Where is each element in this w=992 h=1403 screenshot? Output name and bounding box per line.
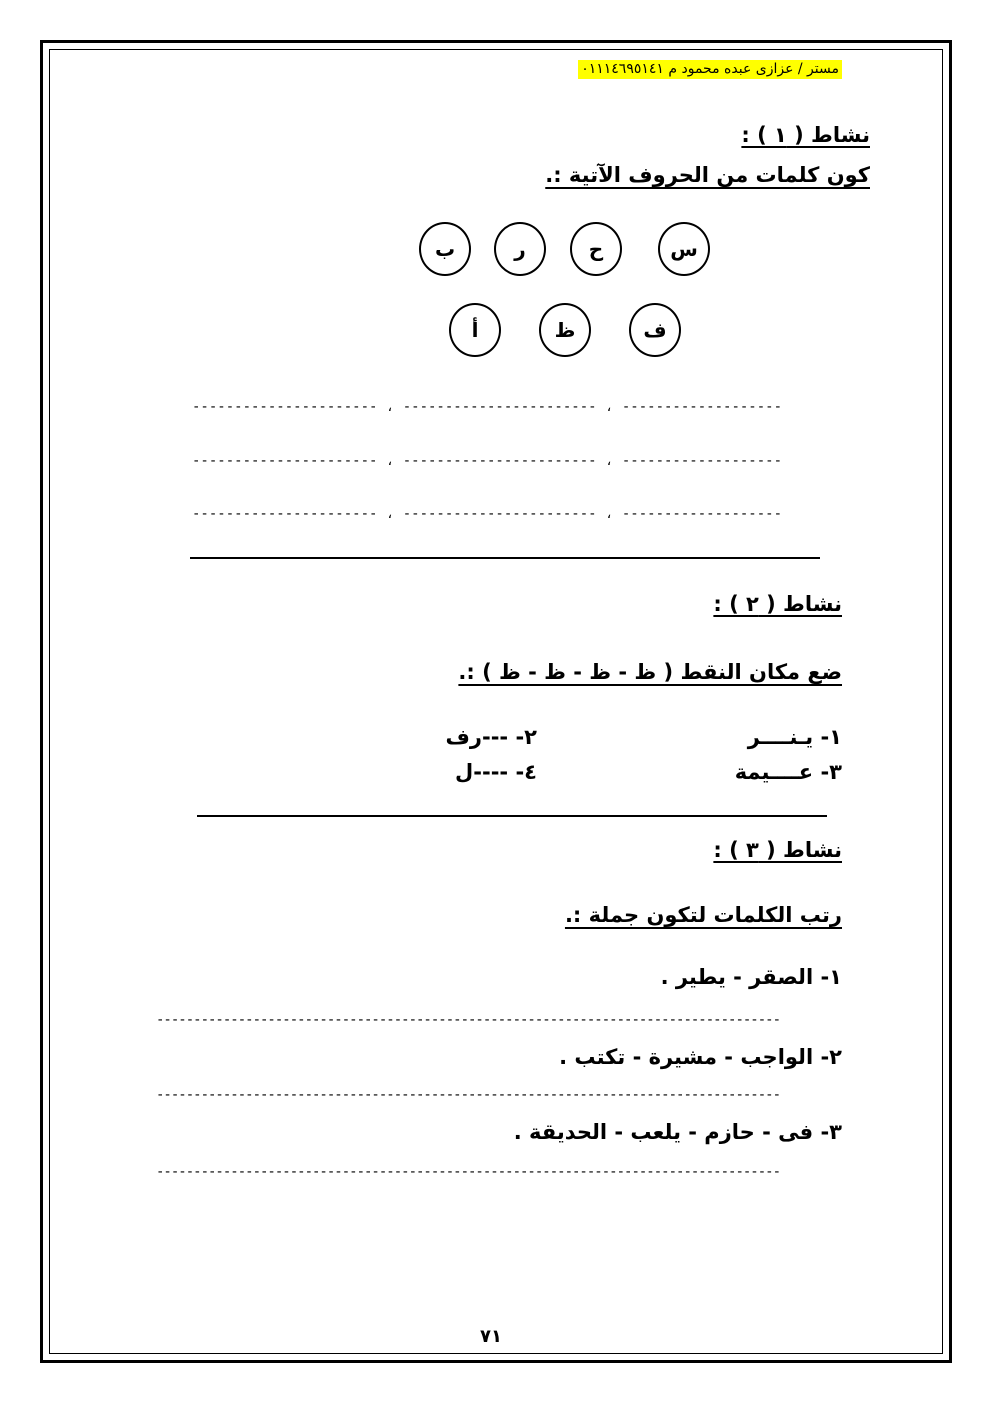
activity3-title: نشاط ( ٣ ) : [713,838,842,862]
letter-circle: أ [449,303,501,357]
answer-line[interactable]: ---------------------- ، ----------------------- ، ------------------- [192,506,783,522]
activity1-title: نشاط ( ١ ) : [741,123,870,147]
section-divider [190,557,820,559]
letter-circle: ح [570,222,622,276]
activity2-instruction: ضع مكان النقط ( ظ - ظ - ظ - ظ ) :. [458,660,842,684]
sentence-item: ١- الصقر - يطير . [660,965,842,989]
fill-item: ٤- ----ل [455,760,537,784]
answer-line[interactable]: ------------------------------------------------------------------------------------ [156,1087,781,1103]
activity2-title: نشاط ( ٢ ) : [713,592,842,616]
letter-circle: ر [494,222,546,276]
fill-item: ٢- ---رف [445,725,537,749]
letter-circle: ف [629,303,681,357]
activity3-instruction: رتب الكلمات لتكون جملة :. [564,903,842,927]
letter-circle: س [658,222,710,276]
letter-circle: ظ [539,303,591,357]
answer-line[interactable]: ------------------------------------------------------------------------------------ [156,1012,781,1028]
sentence-item: ٢- الواجب - مشيرة - تكتب . [559,1045,842,1069]
sentence-item: ٣- فى - حازم - يلعب - الحديقة . [513,1120,842,1144]
answer-line[interactable]: ---------------------- ، ----------------------- ، ------------------- [192,399,783,415]
page-number: ٧١ [480,1326,502,1347]
answer-line[interactable]: ------------------------------------------------------------------------------------ [156,1164,781,1180]
fill-item: ٣- عــــيمة [734,760,842,784]
activity1-instruction: كون كلمات من الحروف الآتية :. [545,163,870,187]
fill-item: ١- يـنــــر [747,725,842,749]
answer-line[interactable]: ---------------------- ، ----------------------- ، ------------------- [192,453,783,469]
letter-circle: ب [419,222,471,276]
author-tag: مستر / عزازى عبده محمود م ٠١١١٤٦٩٥١٤١ [578,60,842,79]
section-divider [197,815,827,817]
